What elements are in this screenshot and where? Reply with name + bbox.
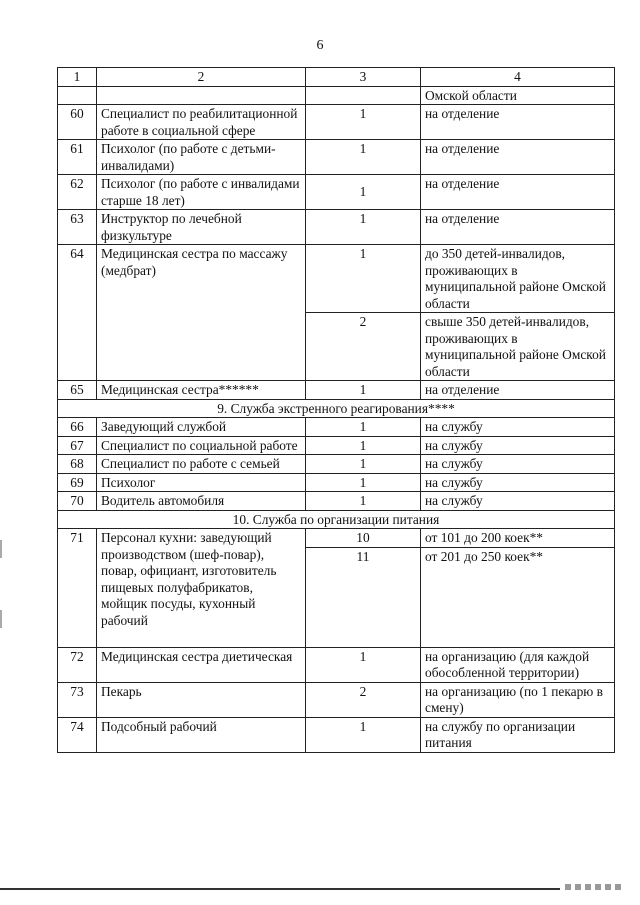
table-row (58, 473, 615, 492)
header-col-4: 4 (421, 68, 615, 87)
norm-cell: на отделение (421, 381, 615, 400)
row-number: 66 (58, 418, 97, 437)
position-quantity: 1 (306, 175, 421, 210)
table-row (58, 418, 615, 437)
position-quantity: 1 (306, 647, 421, 682)
position-quantity: 1 (306, 717, 421, 752)
position-quantity: 2 (306, 682, 421, 717)
norm-cell: на службу (421, 492, 615, 511)
position-name: Специалист по социальной работе (97, 436, 306, 455)
position-name: Медицинская сестра****** (97, 381, 306, 400)
position-name: Специалист по реабилитационной работе в социальной сфере (97, 105, 306, 140)
position-name: Медицинская сестра по массажу (медбрат) (97, 245, 306, 381)
norm-cell: до 350 детей-инвалидов, проживающих в муниципальной районе Омской области (421, 245, 615, 313)
table-row (58, 140, 615, 175)
position-name: Психолог (по работе с инвалидами старше 18 лет) (97, 175, 306, 210)
position-name: Водитель автомобиля (97, 492, 306, 511)
position-name: Психолог (по работе с детьми-инвалидами) (97, 140, 306, 175)
row-number: 69 (58, 473, 97, 492)
table-row (58, 210, 615, 245)
table-row (58, 175, 615, 210)
norm-cell: на организацию (по 1 пекарю в смену) (421, 682, 615, 717)
position-quantity: 11 (306, 547, 421, 647)
norm-cell: от 101 до 200 коек** (421, 529, 615, 548)
row-number: 61 (58, 140, 97, 175)
position-quantity: 1 (306, 381, 421, 400)
table-row (58, 436, 615, 455)
position-quantity: 1 (306, 473, 421, 492)
position-quantity: 1 (306, 418, 421, 437)
row-number: 67 (58, 436, 97, 455)
norm-cell: на отделение (421, 210, 615, 245)
table-row (58, 381, 615, 400)
norm-cell: на службу (421, 436, 615, 455)
section-heading: 9. Служба экстренного реагирования**** (58, 399, 615, 418)
table-row (58, 717, 615, 752)
norm-cell: на отделение (421, 140, 615, 175)
row-number: 68 (58, 455, 97, 474)
row-number: 72 (58, 647, 97, 682)
section-heading-row (58, 510, 615, 529)
position-quantity: 1 (306, 140, 421, 175)
page-number: 6 (316, 38, 324, 53)
norm-cell: на отделение (421, 105, 615, 140)
position-quantity: 1 (306, 105, 421, 140)
header-col-2: 2 (97, 68, 306, 87)
row-number: 64 (58, 245, 97, 381)
position-name: Специалист по работе с семьей (97, 455, 306, 474)
table-row (58, 647, 615, 682)
row-number: 70 (58, 492, 97, 511)
position-name: Инструктор по лечебной физкультуре (97, 210, 306, 245)
norm-cell: от 201 до 250 коек** (421, 547, 615, 647)
row-number: 74 (58, 717, 97, 752)
row-number: 60 (58, 105, 97, 140)
position-name: Подсобный рабочий (97, 717, 306, 752)
row-number: 62 (58, 175, 97, 210)
norm-cell: на организацию (для каждой обособленной территории) (421, 647, 615, 682)
table-row (58, 455, 615, 474)
scan-margin-mark (0, 540, 2, 558)
norm-cell: на службу по организации питания (421, 717, 615, 752)
position-name: Заведующий службой (97, 418, 306, 437)
position-name: Пекарь (97, 682, 306, 717)
table-row (58, 105, 615, 140)
section-heading-row (58, 399, 615, 418)
position-quantity: 10 (306, 529, 421, 548)
table-row (58, 529, 615, 548)
position-name: Психолог (97, 473, 306, 492)
table-row (58, 245, 615, 313)
norm-cell: Омской области (421, 86, 615, 105)
table-header-row (58, 68, 615, 87)
position-name: Медицинская сестра диетическая (97, 647, 306, 682)
norm-cell: на службу (421, 455, 615, 474)
row-number: 65 (58, 381, 97, 400)
norm-cell: на службу (421, 418, 615, 437)
position-quantity: 2 (306, 313, 421, 381)
norm-cell: свыше 350 детей-инвалидов, проживающих в муниципальной районе Омской области (421, 313, 615, 381)
norm-cell: на отделение (421, 175, 615, 210)
scan-bottom-edge (0, 888, 560, 890)
header-col-3: 3 (306, 68, 421, 87)
position-quantity: 1 (306, 210, 421, 245)
header-col-1: 1 (58, 68, 97, 87)
staffing-table (57, 67, 615, 753)
position-quantity: 1 (306, 492, 421, 511)
norm-cell: на службу (421, 473, 615, 492)
continuation-row (58, 86, 615, 105)
position-name: Персонал кухни: заведующий производством (шеф-повар), повар, официант, изготовитель пищевых полуфабрикатов, мойщик посуды, кухонный рабочий (97, 529, 306, 648)
table-row (58, 682, 615, 717)
row-number: 73 (58, 682, 97, 717)
row-number: 71 (58, 529, 97, 648)
table-row (58, 492, 615, 511)
position-quantity: 1 (306, 436, 421, 455)
scan-margin-mark (0, 610, 2, 628)
position-quantity: 1 (306, 245, 421, 313)
position-quantity: 1 (306, 455, 421, 474)
section-heading: 10. Служба по организации питания (58, 510, 615, 529)
row-number: 63 (58, 210, 97, 245)
scan-edge-dots (565, 884, 625, 890)
